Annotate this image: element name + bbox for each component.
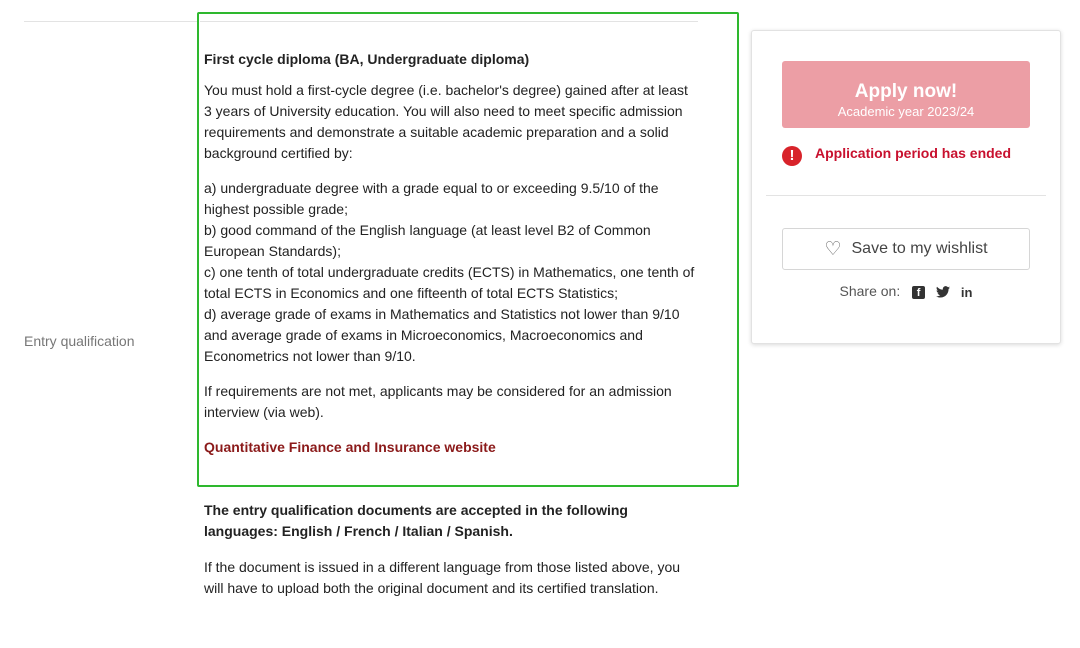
entry-qualification-content	[204, 49, 698, 458]
intro-paragraph: You must hold a first-cycle degree (i.e. bachelor's degree) gained after at least 3 years of University education. You will also need to meet specific admission requirements and demonstrate a suitable academic preparation and a solid background certified by:	[204, 82, 688, 161]
wishlist-label: Save to my wishlist	[851, 240, 988, 257]
entry-qualification-label: Entry qualification	[24, 333, 135, 349]
share-label: Share on:	[839, 283, 901, 299]
apply-academic-year: Academic year 2023/24	[837, 104, 975, 119]
program-website-link[interactable]: Quantitative Finance and Insurance website	[204, 439, 496, 455]
facebook-icon[interactable]: f	[912, 286, 925, 299]
heart-outline-icon: ♡	[824, 238, 842, 260]
exclamation-circle-icon: !	[782, 146, 802, 166]
sidebar-divider	[766, 195, 1046, 196]
requirements-list	[204, 178, 698, 367]
linkedin-icon[interactable]: in	[960, 284, 973, 300]
application-status-text: Application period has ended	[815, 145, 1012, 161]
accepted-languages: The entry qualification documents are accepted in the following languages: English / French / Italian / Spanish.	[204, 502, 628, 539]
translation-note: If the document is issued in a different language from those listed above, you will have to upload both the original document and its certified translation.	[204, 559, 681, 596]
requirement-item: a) undergraduate degree with a grade equal to or exceeding 9.5/10 of the highest possible grade;	[204, 180, 659, 217]
interview-note: If requirements are not met, applicants may be considered for an admission interview (via web).	[204, 383, 672, 420]
requirement-item: d) average grade of exams in Mathematics and Statistics not lower than 9/10 and average grade of exams in Microeconomics, Macroeconomics and Econometrics not lower than 9/10.	[204, 306, 680, 364]
application-sidebar	[751, 30, 1061, 344]
requirement-item: c) one tenth of total undergraduate credits (ECTS) in Mathematics, one tenth of total ECTS in Economics and one fifteenth of total ECTS Statistics;	[204, 264, 695, 301]
languages-section	[204, 500, 698, 599]
apply-now-title: Apply now!	[854, 81, 958, 102]
share-row	[752, 283, 1060, 300]
save-to-wishlist-button[interactable]	[782, 228, 1030, 270]
apply-now-button[interactable]	[782, 61, 1030, 128]
application-status-alert	[782, 144, 1042, 168]
twitter-icon[interactable]	[936, 285, 950, 300]
diploma-heading: First cycle diploma (BA, Undergraduate diploma)	[204, 51, 530, 67]
top-divider-left	[24, 21, 198, 22]
requirement-item: b) good command of the English language (at least level B2 of Common European Standards);	[204, 222, 651, 259]
